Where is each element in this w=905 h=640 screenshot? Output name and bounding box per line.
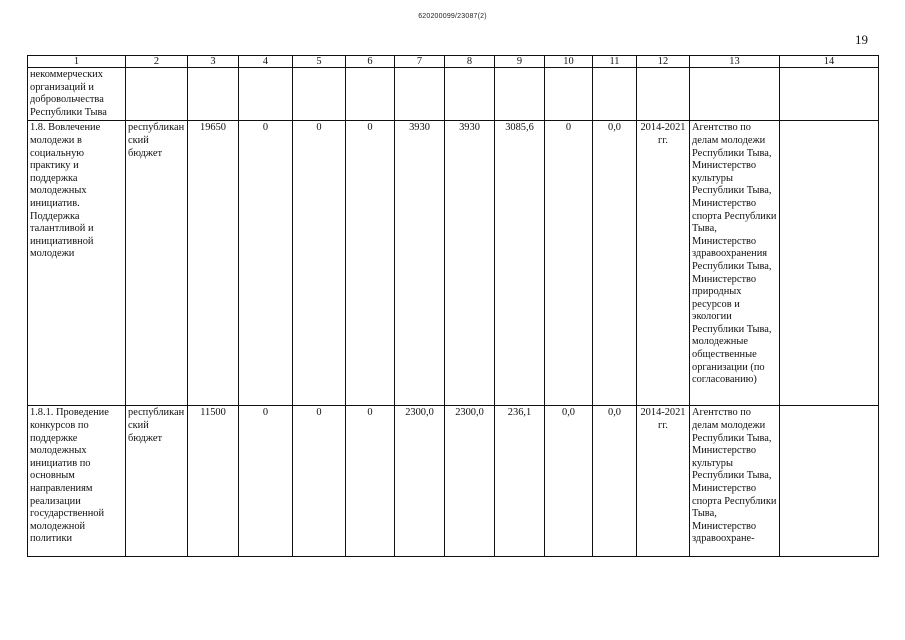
period-cell: 2014-2021 гг. — [637, 406, 690, 557]
value-cell — [188, 68, 239, 121]
header-cell-1: 1 — [28, 56, 126, 68]
period-cell — [637, 68, 690, 121]
value-cell: 0,0 — [593, 121, 637, 406]
funding-source-cell — [126, 68, 188, 121]
funding-source-cell: республиканский бюджет — [126, 406, 188, 557]
value-cell: 236,1 — [495, 406, 545, 557]
value-cell: 0 — [346, 121, 395, 406]
row-name-cell: некоммерческих организаций и добровольчества Республики Тыва — [28, 68, 126, 121]
header-cell-8: 8 — [445, 56, 495, 68]
value-cell — [239, 68, 293, 121]
notes-cell — [780, 406, 879, 557]
header-cell-11: 11 — [593, 56, 637, 68]
header-cell-5: 5 — [293, 56, 346, 68]
period-cell: 2014-2021 гг. — [637, 121, 690, 406]
notes-cell — [780, 121, 879, 406]
header-cell-6: 6 — [346, 56, 395, 68]
value-cell: 0 — [293, 121, 346, 406]
executor-cell — [690, 68, 780, 121]
program-table — [27, 55, 879, 557]
executor-cell: Агентство по делам молодежи Республики Тыва, Министерство культуры Республики Тыва, Министерство спорта Республики Тыва, Министерство здравоохране- — [690, 406, 780, 557]
value-cell: 3085,6 — [495, 121, 545, 406]
header-cell-4: 4 — [239, 56, 293, 68]
value-cell: 2300,0 — [445, 406, 495, 557]
table-row — [28, 406, 879, 557]
value-cell: 0 — [293, 406, 346, 557]
value-cell: 2300,0 — [395, 406, 445, 557]
page-number: 19 — [855, 32, 868, 47]
row-name-cell: 1.8.1. Проведение конкурсов по поддержке молодежных инициатив по основным направлениям реализации государственной молодежной политики — [28, 406, 126, 557]
header-cell-14: 14 — [780, 56, 879, 68]
value-cell: 0 — [545, 121, 593, 406]
value-cell: 19650 — [188, 121, 239, 406]
funding-source-cell: республиканский бюджет — [126, 121, 188, 406]
value-cell — [545, 68, 593, 121]
value-cell — [395, 68, 445, 121]
value-cell — [293, 68, 346, 121]
header-cell-9: 9 — [495, 56, 545, 68]
value-cell: 3930 — [445, 121, 495, 406]
value-cell: 11500 — [188, 406, 239, 557]
value-cell: 0 — [239, 121, 293, 406]
value-cell — [445, 68, 495, 121]
header-cell-2: 2 — [126, 56, 188, 68]
row-name-cell: 1.8. Вовлечение молодежи в социальную практику и поддержка молодежных инициатив. Поддержка талантливой и инициативной молодежи — [28, 121, 126, 406]
header-row — [28, 56, 879, 68]
value-cell: 3930 — [395, 121, 445, 406]
value-cell — [593, 68, 637, 121]
value-cell — [346, 68, 395, 121]
document-id: 620200099/23087(2) — [418, 13, 487, 20]
header-cell-3: 3 — [188, 56, 239, 68]
value-cell: 0 — [346, 406, 395, 557]
table-row — [28, 121, 879, 406]
header-cell-7: 7 — [395, 56, 445, 68]
value-cell — [495, 68, 545, 121]
header-cell-10: 10 — [545, 56, 593, 68]
value-cell: 0,0 — [593, 406, 637, 557]
executor-cell: Агентство по делам молодежи Республики Тыва, Министерство культуры Республики Тыва, Министерство спорта Республики Тыва, Министерство здравоохранения Республики Тыва, Министерство природных ресурсов и экологии Республики Тыва, молодежные общественные организации (по согласованию) — [690, 121, 780, 406]
table-row — [28, 68, 879, 121]
header-cell-13: 13 — [690, 56, 780, 68]
header-cell-12: 12 — [637, 56, 690, 68]
value-cell: 0,0 — [545, 406, 593, 557]
value-cell: 0 — [239, 406, 293, 557]
notes-cell — [780, 68, 879, 121]
